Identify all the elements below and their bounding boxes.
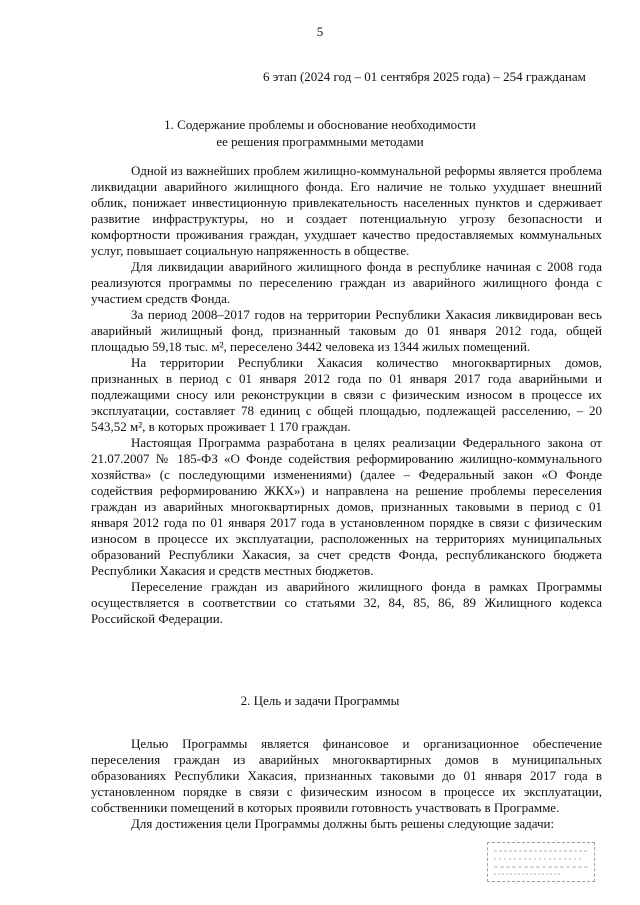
paragraph: Для ликвидации аварийного жилищного фонда в республике начиная с 2008 года реализуются программы по переселению граждан из аварийного жилищного фонда с участием средств Фонда. — [91, 259, 602, 306]
stage-line: 6 этап (2024 год – 01 сентября 2025 года) – 254 гражданам — [263, 69, 586, 84]
paragraph: На территории Республики Хакасия количество многоквартирных домов, признанных в период с 01 января 2012 года по 01 января 2017 года аварийными и подлежащими сносу или реконструкции в связи с физическим износом в процессе их эксплуатации, составляет 78 единиц с общей площадью, подлежащей расселению, – 20 543,52 м², в которых проживает 1 170 граждан. — [91, 355, 602, 434]
paragraph: Одной из важнейших проблем жилищно-коммунальной реформы является проблема ликвидации аварийного жилищного фонда. Его наличие не только ухудшает внешний облик, понижает инвестиционную привлекательность населенных пунктов и сдерживает развитие инфраструктуры, но и создает потенциальную угрозу безопасности и комфортности проживания граждан, ухудшает качество предоставляемых коммунальных услуг, повышает социальную напряженность в обществе. — [91, 163, 602, 258]
section1-body — [91, 163, 602, 627]
paragraph: Целью Программы является финансовое и организационное обеспечение переселения граждан из аварийных многоквартирных домов в муниципальных образованиях Республики Хакасия, признанных таковыми до 01 января 2017 года в установленном порядке в связи с физическим износом в процессе их эксплуатации, собственники помещений в которых проявили готовность участвовать в Программе. — [91, 736, 602, 815]
paragraph: Для достижения цели Программы должны быть решены следующие задачи: — [131, 816, 555, 831]
paragraph: Переселение граждан из аварийного жилищного фонда в рамках Программы осуществляется в соответствии со статьями 32, 84, 85, 86, 89 Жилищного кодекса Российской Федерации. — [91, 579, 602, 626]
section1-title-line1: 1. Содержание проблемы и обоснование необходимости — [164, 117, 476, 132]
paragraph: Настоящая Программа разработана в целях реализации Федерального закона от 21.07.2007 № 185-ФЗ «О Фонде содействия реформированию жилищно-коммунального хозяйства» (с последующими изменениями) (далее – Федеральный закон «О Фонде содействия реформированию ЖКХ») и направлена на решение проблемы переселения граждан из аварийных многоквартирных домов, признанных таковыми в период с 01 января 2012 года по 01 января 2017 года в установленном порядке в связи с физическим износом в процессе их эксплуатации, расположенных на территориях муниципальных образований Республики Хакасия, за счет средств Фонда, республиканского бюджета Республики Хакасия и средств местных бюджетов. — [91, 435, 602, 578]
section2-body — [91, 736, 602, 832]
section2-heading: 2. Цель и задачи Программы — [240, 693, 400, 708]
registration-stamp — [487, 842, 595, 882]
section1-title-line2: ее решения программными методами — [216, 134, 424, 149]
stamp-marks-icon — [492, 846, 592, 878]
paragraph: За период 2008–2017 годов на территории Республики Хакасия ликвидирован весь аварийный жилищный фонд, признанный таковым до 01 января 2012 года, общей площадью 59,18 тыс. м², переселено 3442 человека из 1344 жилых помещений. — [91, 307, 602, 354]
section1-heading — [0, 116, 640, 150]
page-number: 5 — [316, 24, 324, 39]
